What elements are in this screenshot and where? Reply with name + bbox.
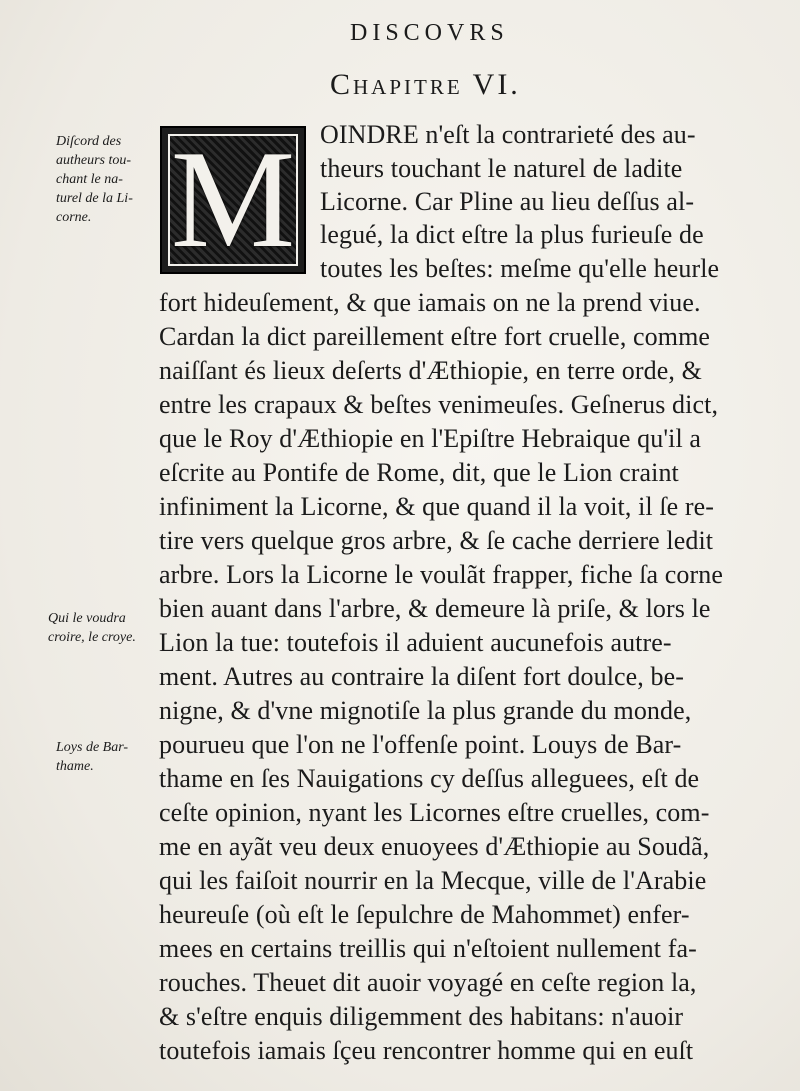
body-line: naiſſant és lieux deſerts d'Æthiopie, en terre orde, &	[159, 356, 702, 385]
chapter-number: VI.	[472, 68, 521, 101]
marginal-line: Loys de Bar-	[56, 740, 129, 755]
marginal-line: thame.	[56, 759, 94, 774]
body-line: legué, la dict eſtre la plus furieuſe de	[320, 220, 704, 249]
body-line: ment. Autres au contraire la diſent fort doulce, be-	[159, 662, 685, 691]
body-line: Licorne. Car Pline au lieu deſſus al-	[320, 187, 695, 216]
marginal-line: turel de la Li-	[56, 191, 133, 206]
body-line: ceſte opinion, nyant les Licornes eſtre cruelles, com-	[159, 798, 710, 827]
marginal-line: chant le na-	[56, 172, 123, 187]
body-line: pourueu que l'on ne l'offenſe point. Louys de Bar-	[159, 730, 682, 759]
body-line: fort hideuſement, & que iamais on ne la prend viue.	[159, 288, 701, 317]
chapter-title	[330, 68, 521, 102]
body-line: toutefois iamais ſçeu rencontrer homme qui en euſt	[159, 1036, 694, 1065]
body-line: que le Roy d'Æthiopie en l'Epiſtre Hebraique qu'il a	[159, 424, 702, 453]
body-line: nigne, & d'vne mignotiſe la plus grande du monde,	[159, 696, 692, 725]
body-line: Lion la tue: toutefois il aduient aucunefois autre-	[159, 628, 672, 657]
marginal-line: autheurs tou-	[56, 153, 132, 168]
body-line: heureuſe (où eſt le ſepulchre de Mahommet) enfer-	[159, 900, 690, 929]
running-head: DISCOVRS	[350, 20, 509, 46]
body-line: rouches. Theuet dit auoir voyagé en ceſte region la,	[159, 968, 697, 997]
body-line: toutes les beſtes: meſme qu'elle heurle	[320, 254, 720, 283]
body-line: thame en ſes Nauigations cy deſſus alleguees, eſt de	[159, 764, 700, 793]
body-line: infiniment la Licorne, & que quand il la voit, il ſe re-	[159, 492, 715, 521]
body-line: Cardan la dict pareillement eſtre fort cruelle, comme	[159, 322, 711, 351]
decorated-initial	[160, 122, 306, 277]
body-line: eſcrite au Pontife de Rome, dit, que le Lion craint	[159, 458, 679, 487]
body-line: OINDRE n'eſt la contrarieté des au-	[320, 120, 696, 149]
body-line: tire vers quelque gros arbre, & ſe cache derriere ledit	[159, 526, 714, 555]
marginal-line: corne.	[56, 210, 92, 225]
body-line: & s'eſtre enquis diligemment des habitans: n'auoir	[159, 1002, 684, 1031]
body-line: mees en certains treillis qui n'eſtoient nullement fa-	[159, 934, 697, 963]
body-line: entre les crapaux & beſtes venimeuſes. Geſnerus dict,	[159, 390, 719, 419]
marginal-note-discord	[56, 132, 156, 227]
drop-cap-letter: M	[170, 122, 296, 277]
body-line: me en ayãt veu deux enuoyees d'Æthiopie au Soudã,	[159, 832, 710, 861]
body-line: arbre. Lors la Licorne le voulãt frapper, fiche ſa corne	[159, 560, 723, 589]
body-line: bien auant dans l'arbre, & demeure là priſe, & lors le	[159, 594, 711, 623]
chapter-word: Chapitre	[330, 68, 463, 101]
body-line: qui les faiſoit nourrir en la Mecque, ville de l'Arabie	[159, 866, 707, 895]
body-line: theurs touchant le naturel de ladite	[320, 154, 683, 183]
marginal-line: Qui le voudra	[48, 611, 126, 626]
marginal-line: croire, le croye.	[48, 630, 136, 645]
marginal-line: Diſcord des	[56, 134, 122, 149]
marginal-note-qui-le-voudra	[48, 609, 148, 647]
marginal-note-loys	[56, 738, 156, 776]
